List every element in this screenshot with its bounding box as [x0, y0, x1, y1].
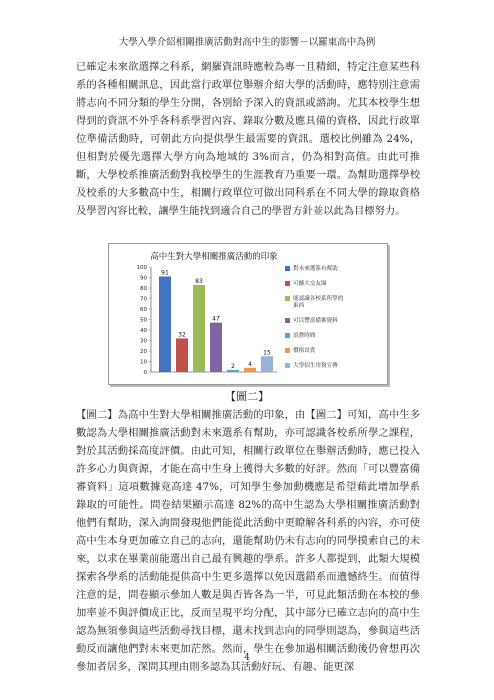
y-tick-label: 40 [140, 328, 147, 334]
y-tick-label: 70 [140, 296, 147, 303]
legend-swatch [285, 318, 290, 323]
bar-value-label: 15 [263, 349, 271, 357]
y-tick-label: 50 [140, 317, 147, 324]
legend-label: 對未來選系有幫助 [293, 266, 338, 272]
chart-svg [109, 244, 387, 384]
bar [244, 368, 256, 372]
bar-value-label: 47 [212, 315, 220, 323]
bar [261, 356, 273, 372]
bar [193, 285, 205, 372]
y-tick-label: 0 [143, 370, 147, 376]
legend-swatch [285, 281, 290, 286]
y-tick-label: 80 [140, 286, 147, 292]
figure-caption: 【圖二】 [225, 390, 269, 403]
bar-value-label: 4 [248, 360, 252, 368]
legend-swatch [285, 363, 290, 368]
legend-swatch [285, 348, 290, 353]
bar [159, 276, 171, 372]
legend-label: 大學招生用資宣傳 [293, 363, 338, 369]
y-tick-label: 10 [140, 359, 147, 366]
paragraph-1: 已確定未來欲選擇之科系，網羅資訊時應較為專一且精細，特定注意某些科系的各種相關訊息，因此當行政單位舉辦介紹大學的活動時，應特別注意需將志向不同分類的學生分開，各別給予深入的資訊或諮詢。尤其本校學生想得到的資訊不外乎各科系學習內容、錄取分數及應具備的資格，因此行政單位準備活動時，可朝此方向提供學生最需要的資訊。選校比例雖為 24%，但相對於優先選擇大學方向為地域的 3%而言，仍為相對高值。由此可推斷，大學校系推廣活動對我校學生的生涯教育乃重要一環。為幫助選擇學校及校系的大多數高中生，相關行政單位可做出同科系在不同大學的錄取資格及學習內容比較，讓學生能找到適合自己的學習方針並以此為目標努力。 [76, 61, 420, 217]
bar-value-label: 32 [178, 331, 186, 339]
y-tick-label: 100 [136, 265, 147, 271]
y-axis [137, 265, 278, 376]
y-tick-label: 20 [140, 349, 147, 355]
chart-title: 高中生對大學相關推廣活動的印象 [150, 252, 278, 262]
bar [176, 338, 188, 372]
legend-label: 能認識各校系所學的東西 [293, 296, 344, 309]
y-tick-label: 30 [140, 338, 147, 345]
bar [227, 370, 239, 372]
y-tick-label: 60 [140, 307, 147, 313]
bar-chart [108, 243, 388, 385]
legend-swatch [285, 266, 290, 271]
bars [159, 269, 273, 372]
running-header: 大學入學介紹相關推廣活動對高中生的影響－以羅東高中為例 [118, 37, 376, 48]
bar [210, 323, 222, 372]
bar-value-label: 2 [231, 362, 235, 370]
bar-value-label: 91 [161, 269, 169, 277]
legend-label: 浪費時間 [293, 333, 316, 339]
legend-label: 可擴大交友圈 [293, 281, 327, 287]
legend-label: 價格昂貴 [293, 348, 316, 354]
legend-swatch [285, 296, 290, 301]
legend [285, 264, 344, 369]
legend-label: 可以豐富備審資料 [293, 318, 338, 324]
bar-value-label: 83 [195, 277, 203, 285]
page-number: 4 [244, 653, 250, 663]
paragraph-2: 【圖二】為高中生對大學相關推廣活動的印象，由【圖二】可知，高中生多數認為大學相關推廣活動對未來選系有幫助，亦可認識各校系所學之課程，對於其活動採高度評價。由此可知，相關行政單位在舉辦活動時，應已投入許多心力與資源，才能在高中生身上獲得大多數的好評。然而「可以豐富備審資料」這項數據竟高達 47%，可知學生參加動機應是希望藉此增加學系錄取的可能性。問卷結果顯示高達 82%的高中生認為大學相關推廣活動對他們有幫助，深入詢問發現他們能從此活動中更瞭解各科系的內容，亦可使高中生本身更加確立自己的志向，還能幫助仍未有志向的同學摸索自己的未來，以求在畢業前能選出自己最有興趣的學系。許多人都提到，此類大規模探索各學系的活動能提供高中生更多選擇以免因選錯系而遺憾終生。而值得注意的是，問卷顯示參加人數是與否皆各為一半，可見此類活動在本校的參加率並不與評價成正比，反而呈現平均分配，其中部分已確立志向的高中生認為無須參與這些活動尋找目標，還未找到志向的同學則認為，參與這些活動反而讓他們對未來更加茫然。然而，學生在參加過相關活動後仍會想再次參加者居多，深問其理由則多認為其活動好玩、有趣、能更深 [76, 409, 420, 673]
y-tick-label: 90 [140, 275, 147, 282]
legend-swatch [285, 333, 290, 338]
